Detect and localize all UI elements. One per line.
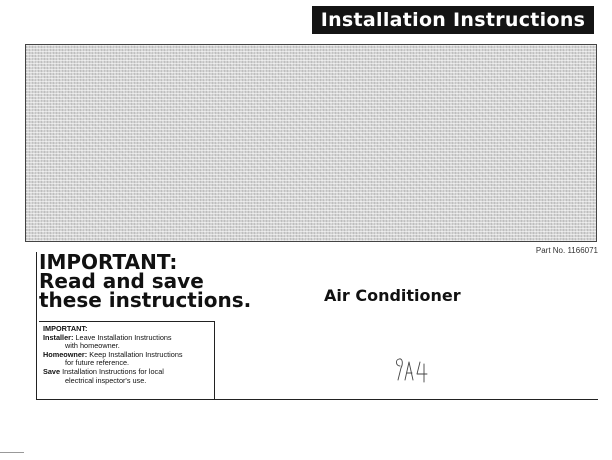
halftone-image-panel [25, 44, 597, 242]
important-heading-line2: Read and save [39, 269, 204, 293]
handwritten-note [392, 356, 438, 384]
installer-text-1: Leave Installation Instructions [75, 332, 172, 342]
installer-label: Installer: [43, 332, 74, 342]
installer-text-2: with homeowner. [65, 341, 120, 351]
save-text-1: Installation Instructions for local [62, 366, 164, 376]
important-heading-line1: IMPORTANT: [39, 250, 178, 274]
bottom-divider [36, 399, 598, 400]
save-label: Save [43, 366, 61, 376]
notice-title: IMPORTANT: [43, 324, 88, 333]
edge-mark [0, 452, 24, 453]
important-heading [39, 250, 259, 312]
left-divider [36, 252, 37, 400]
important-notice-box [39, 321, 215, 399]
homeowner-text-2: for future reference. [65, 358, 130, 368]
document-title: Installation Instructions [312, 6, 594, 34]
homeowner-label: Homeowner: [43, 349, 88, 359]
product-name: Air Conditioner [324, 286, 461, 305]
part-number: Part No. 1166071 [535, 246, 598, 255]
homeowner-text-1: Keep Installation Instructions [89, 349, 183, 359]
save-text-2: electrical inspector's use. [65, 375, 147, 385]
important-heading-line3: these instructions. [39, 288, 252, 312]
